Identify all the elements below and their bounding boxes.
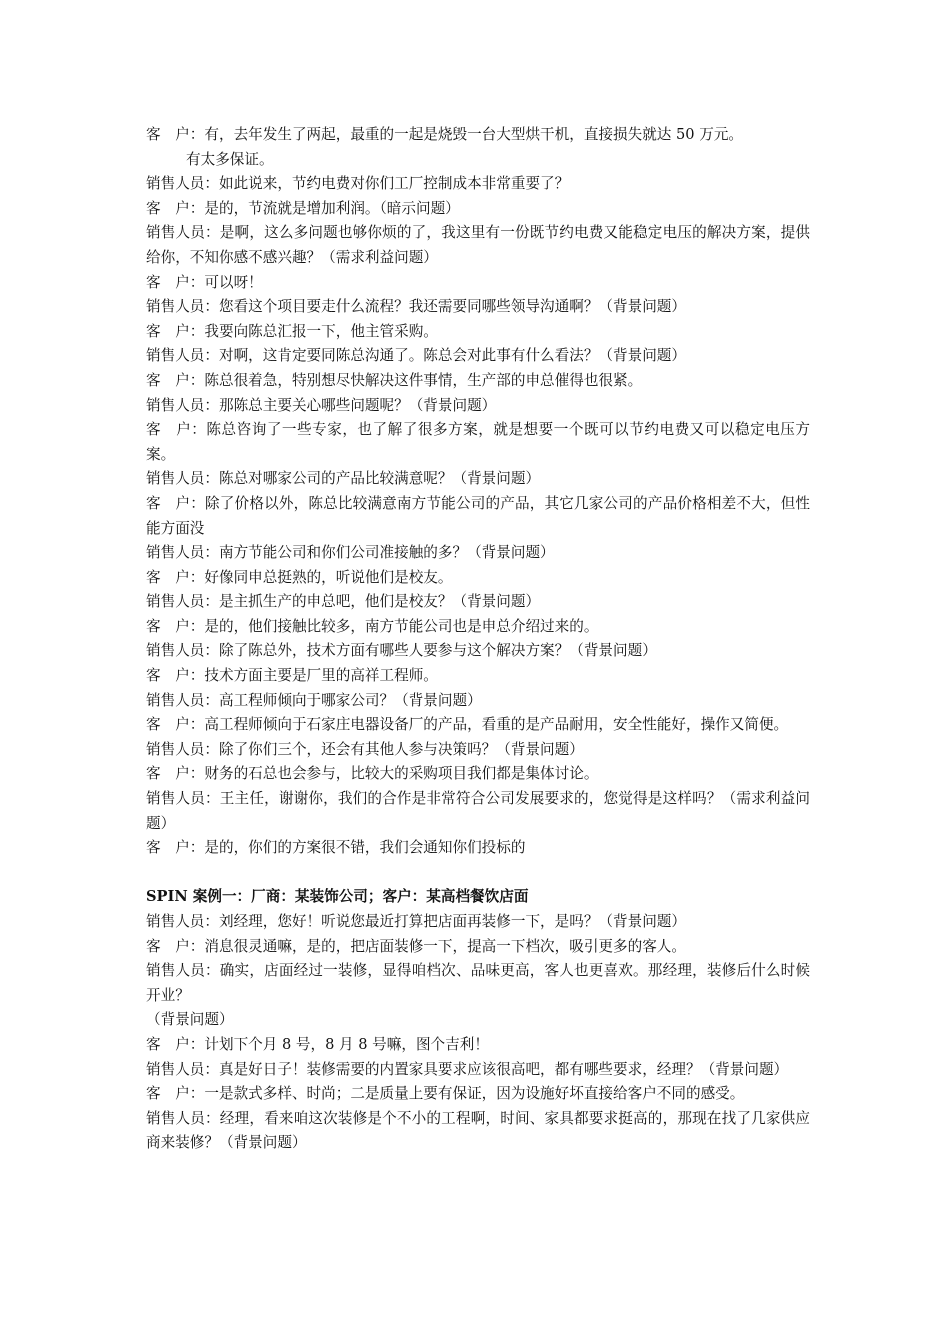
- dialogue-line: 销售人员：是主抓生产的申总吧，他们是校友？（背景问题）: [146, 593, 541, 611]
- case-heading: SPIN 案例一：厂商：某装饰公司；客户：某高档餐饮店面: [146, 888, 529, 906]
- dialogue-line: 销售人员：对啊，这肯定要同陈总沟通了。陈总会对此事有什么看法？（背景问题）: [146, 347, 686, 365]
- dialogue-line: 销售人员：是啊，这么多问题也够你烦的了，我这里有一份既节约电费又能稳定电压的解决方案，提供给你，不知你感不感兴趣？（需求利益问题）: [146, 224, 810, 266]
- dialogue-line: 客 户：除了价格以外，陈总比较满意南方节能公司的产品，其它几家公司的产品价格相差不大，但性能方面没: [146, 494, 810, 537]
- dialogue-line: 客 户：好像同申总挺熟的，听说他们是校友。: [146, 568, 453, 586]
- dialogue-line: （背景问题）: [146, 1011, 234, 1029]
- dialogue-line: 客 户：消息很灵通嘛，是的，把店面装修一下，提高一下档次，吸引更多的客人。: [146, 937, 686, 955]
- dialogue-line: 客 户：是的，他们接触比较多，南方节能公司也是申总介绍过来的。: [146, 617, 599, 635]
- dialogue-line: 客 户：财务的石总也会参与，比较大的采购项目我们都是集体讨论。: [146, 765, 599, 783]
- dialogue-line: 销售人员：刘经理，您好！听说您最近打算把店面再装修一下，是吗？（背景问题）: [146, 913, 686, 930]
- section-gap: [146, 861, 810, 886]
- dialogue-line: 客 户：陈总咨询了一些专家，也了解了很多方案，就是想要一个既可以节约电费又可以稳定电压方案。: [146, 421, 810, 463]
- document-page: [146, 123, 810, 1156]
- dialogue-line: 销售人员：高工程师倾向于哪家公司？（背景问题）: [146, 691, 482, 709]
- dialogue-line: 客 户：可以呀！: [146, 273, 263, 291]
- dialogue-line: 销售人员：陈总对哪家公司的产品比较满意呢？（背景问题）: [146, 470, 541, 488]
- dialogue-line: 销售人员：经理，看来咱这次装修是个不小的工程啊，时间、家具都要求挺高的，那现在找了几家供应商来装修？（背景问题）: [146, 1109, 810, 1152]
- dialogue-line: 客 户：有，去年发生了两起，最重的一起是烧毁一台大型烘干机，直接损失就达 50 万元。: [146, 126, 744, 143]
- dialogue-line: 销售人员：王主任，谢谢你，我们的合作是非常符合公司发展要求的，您觉得是这样吗？（需求利益问题）: [146, 790, 810, 832]
- dialogue-line: 客 户：一是款式多样、时尚；二是质量上要有保证，因为设施好坏直接给客户不同的感受。: [146, 1085, 745, 1103]
- dialogue-line: 客 户：计划下个月 8 号，8 月 8 号嘛，图个吉利！: [146, 1035, 489, 1053]
- dialogue-line: 有太多保证。: [186, 150, 274, 168]
- dialogue-line: 客 户：我要向陈总汇报一下，他主管采购。: [146, 322, 438, 340]
- dialogue-line: 客 户：是的，节流就是增加利润。（暗示问题）: [146, 199, 460, 217]
- dialogue-line: 客 户：技术方面主要是厂里的高祥工程师。: [146, 667, 438, 685]
- dialogue-line: 销售人员：您看这个项目要走什么流程？我还需要同哪些领导沟通啊？（背景问题）: [146, 298, 686, 316]
- dialogue-line: 销售人员：除了陈总外，技术方面有哪些人要参与这个解决方案？（背景问题）: [146, 642, 657, 660]
- dialogue-line: 销售人员：确实，店面经过一装修，显得咱档次、品味更高，客人也更喜欢。那经理，装修后什么时候开业？: [146, 962, 810, 1004]
- dialogue-line: 客 户：是的，你们的方案很不错，我们会通知你们投标的: [146, 839, 526, 857]
- dialogue-line: 销售人员：除了你们三个，还会有其他人参与决策吗？（背景问题）: [146, 740, 584, 758]
- dialogue-line: 客 户：高工程师倾向于石家庄电器设备厂的产品，看重的是产品耐用，安全性能好，操作又简便。: [146, 716, 789, 734]
- dialogue-line: 客 户：陈总很着急，特别想尽快解决这件事情，生产部的申总催得也很紧。: [146, 371, 643, 389]
- dialogue-line: 销售人员：南方节能公司和你们公司准接触的多？（背景问题）: [146, 544, 555, 562]
- dialogue-line: 销售人员：那陈总主要关心哪些问题呢？（背景问题）: [146, 396, 497, 414]
- dialogue-line: 销售人员：真是好日子！装修需要的内置家具要求应该很高吧，都有哪些要求，经理？（背景问题）: [146, 1060, 789, 1078]
- dialogue-line: 销售人员：如此说来，节约电费对你们工厂控制成本非常重要了？: [146, 175, 570, 193]
